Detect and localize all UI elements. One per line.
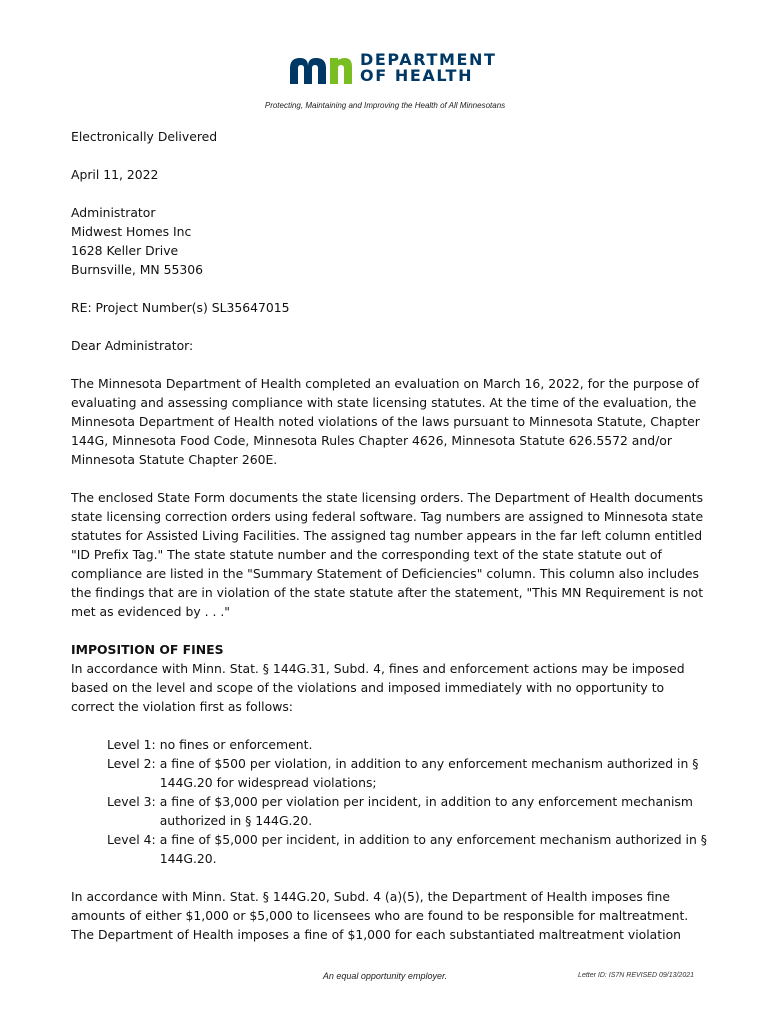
fine-level-item (107, 754, 711, 792)
letter-date: April 11, 2022 (71, 167, 159, 182)
address-line: Burnsville, MN 55306 (71, 262, 204, 277)
fine-level-item (107, 792, 711, 830)
footer-equal-opportunity: An equal opportunity employer. (322, 971, 448, 981)
tagline: Protecting, Maintaining and Improving the Health of All Minnesotans (264, 101, 506, 110)
mdh-logo (286, 52, 496, 88)
paragraph-state-form: The enclosed State Form documents the state licensing orders. The Department of Health documents state licensing correction orders using federal software. Tag numbers are assigned to Minnesota state statutes for Assisted Living Facilities. The assigned tag number appears in the far left column entitled "ID Prefix Tag." The state statute number and the corresponding text of the state statute out of compliance are listed in the "Summary Statement of Deficiencies" column. This column also includes the findings that are in violation of the state statute after the statement, "This MN Requirement is not met as evidenced by . . ." (71, 490, 704, 619)
logo-line-1: DEPARTMENT (360, 50, 497, 69)
fine-level-label: Level 2: (107, 756, 156, 771)
letter-body (71, 127, 711, 944)
fine-level-text: a fine of $5,000 per incident, in addition to any enforcement mechanism authorized in § 144G.20. (159, 832, 707, 866)
address-line: Administrator (71, 205, 156, 220)
fine-level-text: no fines or enforcement. (159, 737, 313, 752)
mn-logo-icon (286, 54, 354, 86)
fine-level-label: Level 3: (107, 794, 156, 809)
paragraph-maltreatment: In accordance with Minn. Stat. § 144G.20, Subd. 4 (a)(5), the Department of Health imposes fine amounts of either $1,000 or $5,000 to licensees who are found to be responsible for maltreatment. The Department of Health imposes a fine of $1,000 for each substantiated maltreatment violation (71, 889, 689, 942)
fine-level-item (107, 830, 711, 868)
fines-intro: In accordance with Minn. Stat. § 144G.31, Subd. 4, fines and enforcement actions may be imposed based on the level and scope of the violations and imposed immediately with no opportunity to correct the violation first as follows: (71, 661, 685, 714)
fines-heading: IMPOSITION OF FINES (71, 642, 224, 657)
fine-level-item (107, 735, 711, 754)
fine-level-text: a fine of $3,000 per violation per incident, in addition to any enforcement mechanism authorized in § 144G.20. (159, 794, 693, 828)
footer-letter-id: Letter ID: IS7N REVISED 09/13/2021 (578, 972, 694, 979)
address-line: 1628 Keller Drive (71, 243, 179, 258)
fine-level-label: Level 1: (107, 737, 156, 752)
salutation: Dear Administrator: (71, 338, 194, 353)
logo-line-2: OF HEALTH (360, 66, 474, 85)
recipient-address (71, 203, 711, 279)
fine-level-label: Level 4: (107, 832, 156, 847)
fine-levels-list (107, 735, 711, 868)
re-line: RE: Project Number(s) SL35647015 (71, 300, 290, 315)
address-line: Midwest Homes Inc (71, 224, 192, 239)
fine-level-text: a fine of $500 per violation, in addition to any enforcement mechanism authorized in § 144G.20 for widespread violations; (159, 756, 699, 790)
delivery-method: Electronically Delivered (71, 129, 218, 144)
paragraph-evaluation: The Minnesota Department of Health completed an evaluation on March 16, 2022, for the purpose of evaluating and assessing compliance with state licensing statutes. At the time of the evaluation, the Minnesota Department of Health noted violations of the laws pursuant to Minnesota Statute, Chapter 144G, Minnesota Food Code, Minnesota Rules Chapter 4626, Minnesota Statute 626.5572 and/or Minnesota Statute Chapter 260E. (71, 376, 700, 467)
